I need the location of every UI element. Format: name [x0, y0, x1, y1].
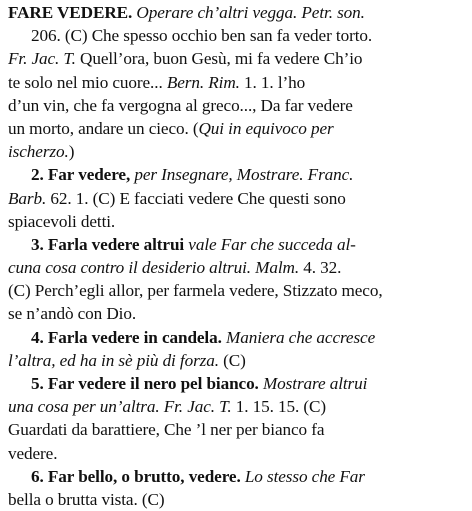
entry-text: 1. 15. 15. (C) — [231, 397, 326, 417]
text-line — [8, 279, 462, 302]
text-line — [8, 395, 462, 418]
entry-text: ischerzo. — [8, 142, 69, 162]
entry-text: bella o brutta vista. (C) — [8, 489, 165, 509]
entry-headword: 4. Farla vedere in candela. — [31, 327, 222, 347]
text-line — [8, 349, 462, 372]
text-line — [8, 256, 462, 279]
entry-text: Quell’ora, buon Gesù, mi fa vedere Ch’io — [75, 49, 363, 69]
entry-text: per Insegnare, Mostrare. Franc. — [130, 165, 354, 185]
entry-text: un morto, andare un cieco. ( — [8, 118, 199, 138]
text-line — [8, 140, 462, 163]
text-line — [8, 302, 462, 325]
entry-text: Mostrare altrui — [258, 374, 368, 393]
entry-text: (C) — [218, 350, 246, 370]
entry-text: te solo nel mio cuore... — [8, 72, 167, 92]
entry-text: 4. 32. — [299, 258, 342, 278]
text-line — [8, 163, 462, 186]
text-line — [8, 47, 462, 70]
entry-text: Maniera che accresce — [221, 327, 376, 347]
entry-text: d’un vin, che fa vergogna al greco..., Da far vedere — [8, 95, 353, 115]
text-line — [8, 465, 462, 488]
entry-headword: 2. Far vedere, — [31, 165, 131, 185]
entry-text: Bern. Rim. — [166, 72, 240, 92]
entry-text: (C) Perch’egli allor, per farmela vedere, Stizzato meco, — [8, 281, 383, 301]
text-line — [8, 117, 462, 140]
text-line — [8, 233, 462, 256]
entry-text: Qui in equivoco per — [198, 118, 334, 138]
entry-text: 206. (C) — [31, 26, 92, 46]
entry-headword: 3. Farla vedere altrui — [31, 234, 185, 254]
text-line — [8, 488, 462, 511]
entry-text: ) — [68, 142, 75, 162]
text-line — [8, 418, 462, 441]
entry-headword: 6. Far bello, o brutto, vedere. — [31, 466, 241, 486]
text-line — [8, 187, 462, 210]
entry-text: vedere. — [8, 443, 58, 463]
entry-text: Lo stesso che Far — [240, 466, 365, 486]
text-line — [8, 24, 462, 47]
text-line — [8, 442, 462, 465]
entry-headword: 5. Far vedere il nero pel bianco. — [31, 374, 259, 393]
text-line — [8, 1, 462, 24]
entry-text: l’altra, ed ha in sè più di forza. — [8, 350, 219, 370]
dictionary-entry-fare-vedere — [8, 1, 462, 511]
entry-text: Operare ch’altri vegga. Petr. son. — [132, 3, 365, 22]
entry-text: vale Far che succeda al- — [184, 234, 356, 254]
text-line — [8, 372, 462, 395]
entry-text: Fr. Jac. T. — [8, 49, 76, 69]
entry-text: se n’andò con Dio. — [8, 304, 137, 324]
entry-text: 1. 1. l’ho — [239, 72, 306, 92]
text-line — [8, 210, 462, 233]
entry-text: spiacevoli detti. — [8, 211, 116, 231]
text-line — [8, 94, 462, 117]
entry-headword: FARE VEDERE. — [8, 3, 133, 22]
entry-text: Guardati da barattiere, Che ’l ner per bianco fa — [8, 420, 325, 440]
text-line — [8, 71, 462, 94]
entry-text: Barb. — [8, 188, 47, 208]
entry-text: cuna cosa contro il desiderio altrui. Malm. — [8, 258, 300, 278]
entry-text: Che spesso occhio ben san fa veder torto. — [91, 26, 373, 46]
entry-text: 62. 1. (C) E facciati vedere Che questi sono — [46, 188, 346, 208]
text-line — [8, 326, 462, 349]
entry-text: una cosa per un’altra. Fr. Jac. T. — [8, 397, 232, 417]
